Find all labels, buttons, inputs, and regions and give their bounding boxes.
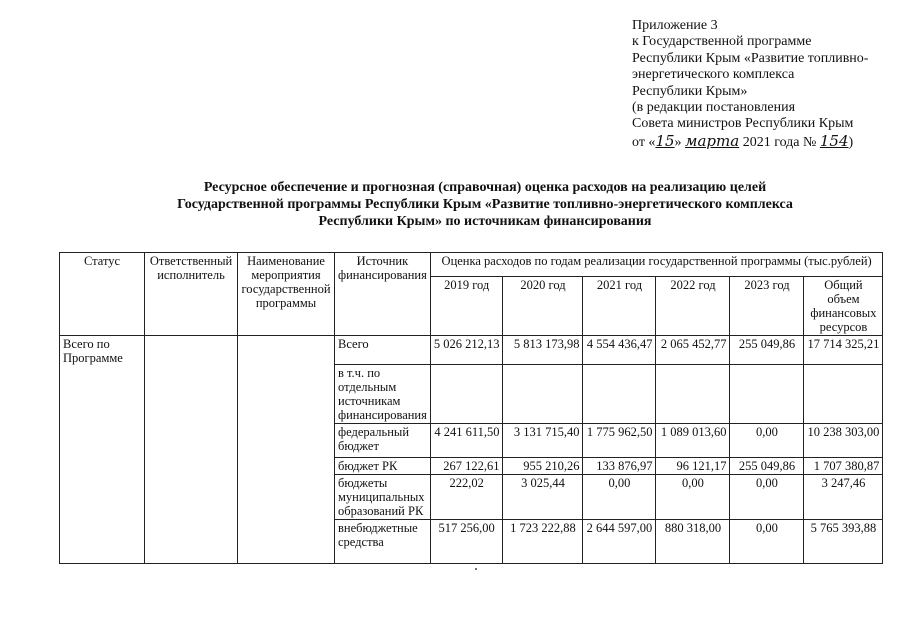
value-cell: 255 049,86 (730, 458, 804, 475)
value-cell (656, 365, 730, 424)
value-cell (430, 365, 503, 424)
header-year: 2023 год (730, 277, 804, 336)
value-cell (804, 365, 883, 424)
value-cell: 0,00 (730, 520, 804, 564)
resolution-number-handwritten: 154 (819, 131, 849, 150)
value-cell: 2 065 452,77 (656, 336, 730, 365)
header-year: 2021 год (583, 277, 656, 336)
status-cell: Всего по Программе (60, 336, 145, 564)
title-line: Государственной программы Республики Крым «Развитие топливно-энергетического комплекса (177, 197, 793, 212)
appendix-line: к Государственной программе (632, 34, 812, 50)
appendix-line: Приложение 3 (632, 18, 718, 33)
scan-speck (475, 568, 477, 570)
date-mid: » (674, 134, 686, 150)
resource-table (59, 252, 883, 564)
value-cell: 10 238 303,00 (804, 424, 883, 458)
source-cell: федеральный бюджет (335, 424, 431, 458)
value-cell: 0,00 (730, 475, 804, 520)
title-line: Республики Крым» по источникам финансирования (318, 214, 652, 229)
value-cell: 1 723 222,88 (503, 520, 583, 564)
value-cell (730, 365, 804, 424)
header-status: Статус (60, 253, 145, 336)
value-cell: 4 241 611,50 (430, 424, 503, 458)
document-title (100, 179, 870, 230)
value-cell: 0,00 (583, 475, 656, 520)
measure-cell (238, 336, 335, 564)
appendix-line: энергетического комплекса (632, 67, 795, 83)
appendix-line: Республики Крым» (632, 83, 748, 99)
value-cell: 1 089 013,60 (656, 424, 730, 458)
value-cell: 3 025,44 (503, 475, 583, 520)
resolution-date-line (632, 133, 894, 151)
responsible-cell (145, 336, 238, 564)
table-row (60, 336, 883, 365)
value-cell: 133 876,97 (583, 458, 656, 475)
value-cell: 517 256,00 (430, 520, 503, 564)
value-cell: 880 318,00 (656, 520, 730, 564)
header-estimate: Оценка расходов по годам реализации государственной программы (тыс.рублей) (430, 253, 883, 277)
value-cell (583, 365, 656, 424)
appendix-block (632, 18, 894, 151)
date-prefix: от « (632, 134, 656, 150)
source-cell: в т.ч. по отдельным источникам финансирования (335, 365, 431, 424)
date-year: 2021 года № (739, 134, 820, 150)
value-cell: 3 247,46 (804, 475, 883, 520)
header-total: Общий объем финансовых ресурсов (804, 277, 883, 336)
value-cell: 255 049,86 (730, 336, 804, 365)
value-cell: 0,00 (656, 475, 730, 520)
value-cell: 3 131 715,40 (503, 424, 583, 458)
value-cell: 4 554 436,47 (583, 336, 656, 365)
value-cell: 955 210,26 (503, 458, 583, 475)
value-cell: 1 707 380,87 (804, 458, 883, 475)
header-source: Источник финансирования (335, 253, 431, 336)
header-year: 2020 год (503, 277, 583, 336)
header-measure: Наименование мероприятия государственной программы (238, 253, 335, 336)
value-cell: 222,02 (430, 475, 503, 520)
source-cell: бюджет РК (335, 458, 431, 475)
date-day-handwritten: 15 (655, 131, 675, 150)
value-cell: 2 644 597,00 (583, 520, 656, 564)
value-cell: 17 714 325,21 (804, 336, 883, 365)
value-cell: 5 765 393,88 (804, 520, 883, 564)
appendix-line: Республики Крым «Развитие топливно- (632, 50, 869, 66)
value-cell: 1 775 962,50 (583, 424, 656, 458)
header-year: 2022 год (656, 277, 730, 336)
source-cell: бюджеты муниципальных образований РК (335, 475, 431, 520)
header-responsible: Ответственный исполнитель (145, 253, 238, 336)
title-line: Ресурсное обеспечение и прогнозная (справочная) оценка расходов на реализацию целей (203, 180, 767, 195)
date-month-handwritten: марта (685, 131, 740, 150)
appendix-line: (в редакции постановления (632, 100, 796, 116)
date-suffix: ) (848, 134, 854, 150)
value-cell: 0,00 (730, 424, 804, 458)
header-year: 2019 год (430, 277, 503, 336)
value-cell: 267 122,61 (430, 458, 503, 475)
value-cell: 5 026 212,13 (430, 336, 503, 365)
value-cell (503, 365, 583, 424)
value-cell: 5 813 173,98 (503, 336, 583, 365)
appendix-line: Совета министров Республики Крым (632, 116, 854, 132)
source-cell: Всего (335, 336, 431, 365)
source-cell: внебюджетные средства (335, 520, 431, 564)
header-row (60, 253, 883, 277)
value-cell: 96 121,17 (656, 458, 730, 475)
